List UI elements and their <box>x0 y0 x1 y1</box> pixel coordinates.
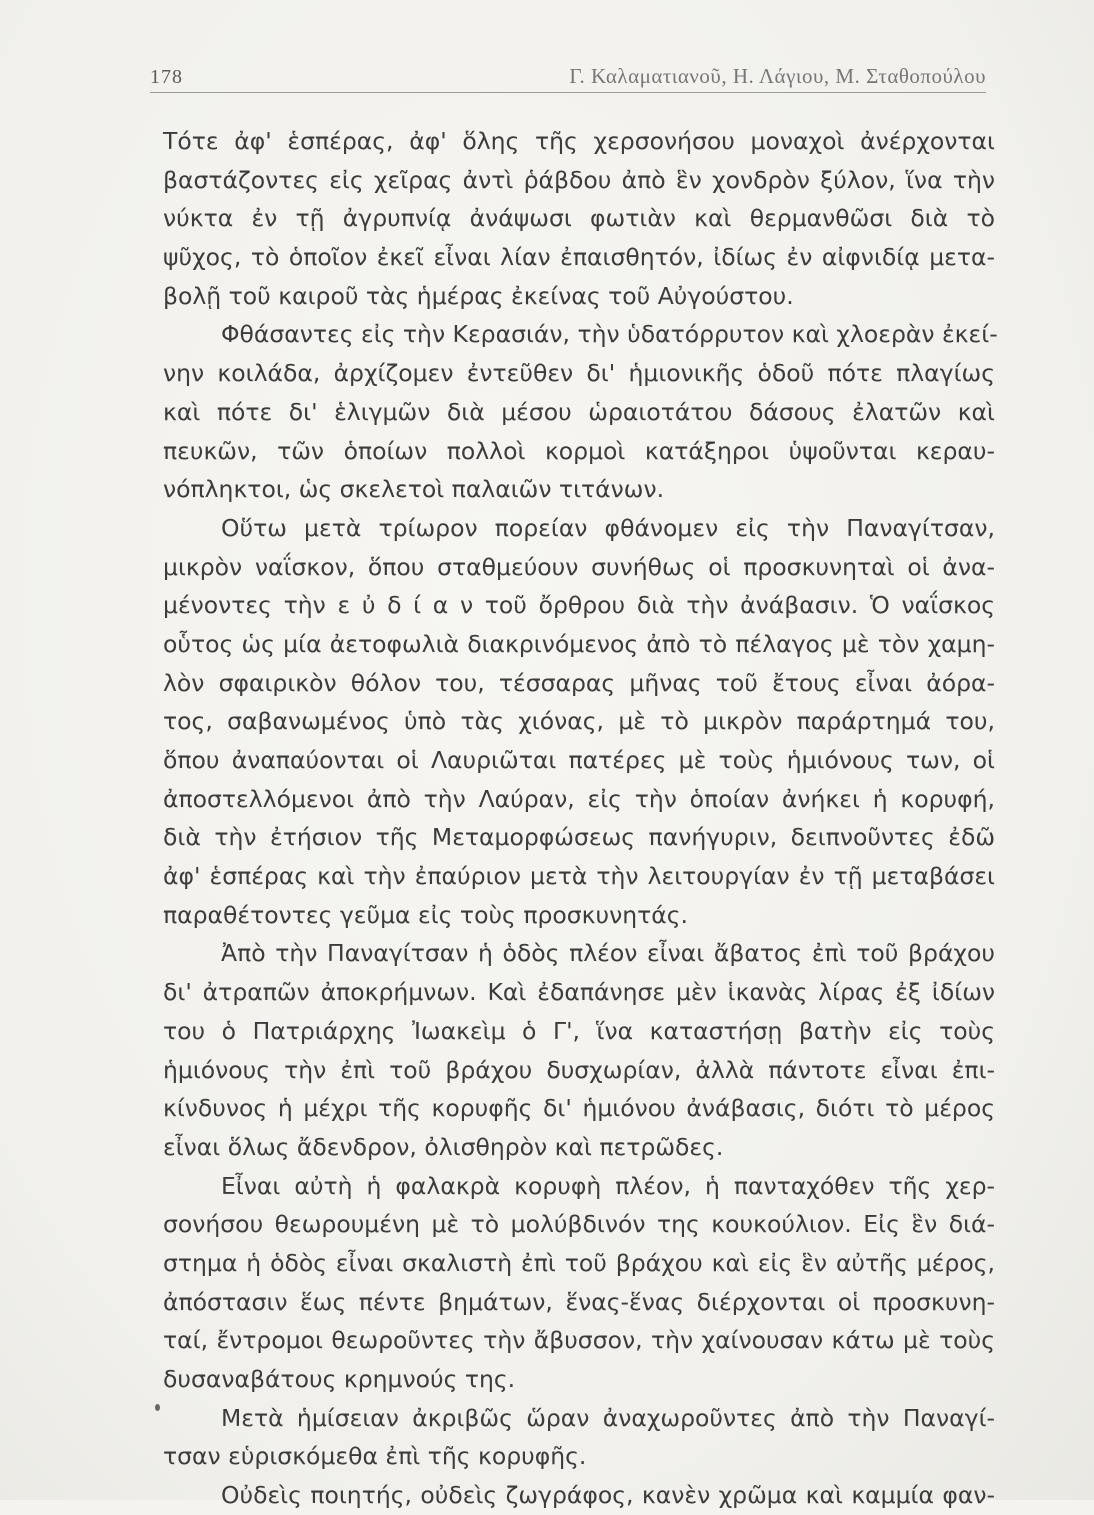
text-line <box>163 1360 995 1399</box>
text-line-content: νην κοιλάδα, ἀρχίζομεν ἐντεῦθεν δι' ἡμιονικῆς ὁδοῦ πότε πλαγίως <box>163 359 995 388</box>
text-line <box>163 1051 995 1090</box>
text-line <box>163 1167 995 1206</box>
text-line <box>163 586 995 625</box>
text-line <box>163 1437 995 1476</box>
text-line-content: οὗτος ὡς μία ἀετοφωλιὰ διακρινόμενος ἀπὸ τὸ πέλαγος μὲ τὸν χαμη- <box>163 629 995 658</box>
text-line-content: ἀπόστασιν ἕως πέντε βημάτων, ἕνας-ἕνας διέρχονται οἱ προσκυνη- <box>163 1287 995 1316</box>
text-line-content: ἀφ' ἑσπέρας καὶ τὴν ἐπαύριον μετὰ τὴν λειτουργίαν ἐν τῇ μεταβάσει <box>163 862 995 891</box>
text-line <box>163 702 995 741</box>
ink-speck <box>155 1404 160 1411</box>
text-line-content: τσαν εὑρισκόμεθα ἐπὶ τῆς κορυφῆς. <box>163 1442 587 1471</box>
text-line-content: βολῇ τοῦ καιροῦ τὰς ἡμέρας ἐκείνας τοῦ Αὐγούστου. <box>163 281 794 310</box>
text-line-content: του ὁ Πατριάρχης Ἰωακεὶμ ὁ Γ', ἵνα καταστήσῃ βατὴν εἰς τοὺς <box>163 1016 995 1045</box>
page-header <box>150 58 986 93</box>
text-line-content: νόπληκτοι, ὡς σκελετοὶ παλαιῶν τιτάνων. <box>163 475 665 504</box>
text-line <box>163 1012 995 1051</box>
text-line-content: βαστάζοντες εἰς χεῖρας ἀντὶ ῥάβδου ἀπὸ ἓν χονδρὸν ξύλον, ἵνα τὴν <box>163 165 995 194</box>
text-line-content: δυσαναβάτους κρημνούς της. <box>163 1365 516 1393</box>
text-line <box>163 818 995 857</box>
text-line <box>163 1089 995 1128</box>
text-line-content: διὰ τὴν ἐτήσιον τῆς Μεταμορφώσεως πανήγυριν, δειπνοῦντες ἐδῶ <box>163 823 995 852</box>
text-line-content: ταί, ἔντρομοι θεωροῦντες τὴν ἄβυσσον, τὴν χαίνουσαν κάτω μὲ τοὺς <box>163 1326 995 1355</box>
text-line-content: ἡμιόνους τὴν ἐπὶ τοῦ βράχου δυσχωρίαν, ἀλλὰ πάντοτε εἶναι ἐπι- <box>163 1055 995 1084</box>
text-line <box>163 1321 995 1360</box>
text-line <box>163 664 995 703</box>
text-line <box>163 238 995 277</box>
running-head: Γ. Καλαματιανοῦ, Η. Λάγιου, Μ. Σταθοπούλου <box>569 64 986 88</box>
text-line <box>163 896 995 935</box>
text-line-content: ὅπου ἀναπαύονται οἱ Λαυριῶται πατέρες μὲ τοὺς ἡμιόνους των, οἱ <box>163 746 995 774</box>
text-line <box>163 548 995 587</box>
text-line <box>163 393 995 432</box>
text-line <box>163 354 995 393</box>
text-line <box>163 470 995 509</box>
text-line-content: στημα ἡ ὁδὸς εἶναι σκαλιστὴ ἐπὶ τοῦ βράχου καὶ εἰς ἓν αὐτῆς μέρος, <box>163 1248 995 1277</box>
text-line-content: ἀποστελλόμενοι ἀπὸ τὴν Λαύραν, εἰς τὴν ὁποίαν ἀνήκει ἡ κορυφή, <box>163 784 995 813</box>
text-line <box>163 1128 995 1167</box>
text-line <box>163 1399 995 1438</box>
text-line <box>163 1476 995 1515</box>
text-line <box>163 1244 995 1283</box>
text-line-content: σονήσου θεωρουμένη μὲ τὸ μολύβδινόν της κουκούλιον. Εἰς ἓν διά- <box>163 1210 995 1239</box>
text-line <box>163 315 998 354</box>
text-line-content: κίνδυνος ἡ μέχρι τῆς κορυφῆς δι' ἡμιόνου ἀνάβασις, διότι τὸ μέρος <box>163 1094 995 1123</box>
text-line <box>163 973 995 1012</box>
text-line-content: παραθέτοντες γεῦμα εἰς τοὺς προσκυνητάς. <box>163 900 689 929</box>
text-line-content: λὸν σφαιρικὸν θόλον του, τέσσαρας μῆνας τοῦ ἔτους εἶναι ἀόρα- <box>163 668 995 697</box>
text-line <box>163 780 995 819</box>
text-line <box>163 934 995 973</box>
body-text <box>163 122 998 1515</box>
text-line-content: Φθάσαντες εἰς τὴν Κερασιάν, τὴν ὑδατόρρυτον καὶ χλοερὰν ἐκεί- <box>221 320 998 349</box>
text-line-content: νύκτα ἐν τῇ ἀγρυπνίᾳ ἀνάψωσι φωτιὰν καὶ θερμανθῶσι διὰ τὸ <box>163 204 995 233</box>
text-line <box>163 432 995 471</box>
text-line-content: τος, σαβανωμένος ὑπὸ τὰς χιόνας, μὲ τὸ μικρὸν παράρτημά του, <box>163 707 995 736</box>
text-line <box>163 199 995 238</box>
text-line-content: Ἀπὸ τὴν Παναγίτσαν ἡ ὁδὸς πλέον εἶναι ἄβατος ἐπὶ τοῦ βράχου <box>221 939 995 968</box>
text-line <box>163 122 995 161</box>
text-line-content: εἶναι ὅλως ἄδενδρον, ὀλισθηρὸν καὶ πετρῶδες. <box>163 1132 724 1161</box>
text-line-content: Οὐδεὶς ποιητής, οὐδεὶς ζωγράφος, κανὲν χρῶμα καὶ καμμία φαν- <box>221 1481 995 1510</box>
text-line <box>163 1205 995 1244</box>
text-line-content: μικρὸν ναΐσκον, ὅπου σταθμεύουν συνήθως οἱ προσκυνηταὶ οἱ ἀνα- <box>163 552 995 581</box>
text-line <box>163 625 995 664</box>
text-line-content: δι' ἀτραπῶν ἀποκρήμνων. Καὶ ἐδαπάνησε μὲν ἱκανὰς λίρας ἐξ ἰδίων <box>163 978 995 1007</box>
page-number: 178 <box>150 66 183 88</box>
text-line-content: πευκῶν, τῶν ὁποίων πολλοὶ κορμοὶ κατάξηροι ὑψοῦνται κεραυ- <box>163 436 995 465</box>
text-line-content: Τότε ἀφ' ἑσπέρας, ἀφ' ὅλης τῆς χερσονήσου μοναχοὶ ἀνέρχονται <box>163 127 995 155</box>
text-line <box>163 741 995 780</box>
text-line <box>163 857 995 896</box>
text-line-content: μένοντες τὴν ε ὐ δ ί α ν τοῦ ὄρθρου διὰ τὴν ἀνάβασιν. Ὁ ναΐσκος <box>163 591 995 620</box>
text-line <box>163 277 995 316</box>
text-line-content: Οὕτω μετὰ τρίωρον πορείαν φθάνομεν εἰς τὴν Παναγίτσαν, <box>221 513 995 542</box>
text-line <box>163 509 995 548</box>
text-line <box>163 1283 995 1322</box>
text-line-content: καὶ πότε δι' ἑλιγμῶν διὰ μέσου ὡραιοτάτου δάσους ἐλατῶν καὶ <box>163 397 995 426</box>
text-line-content: Μετὰ ἡμίσειαν ἀκριβῶς ὥραν ἀναχωροῦντες ἀπὸ τὴν Παναγί- <box>221 1403 995 1432</box>
text-line <box>163 161 995 200</box>
text-line-content: ψῦχος, τὸ ὁποῖον ἐκεῖ εἶναι λίαν ἐπαισθητόν, ἰδίως ἐν αἰφνιδίᾳ μετα- <box>163 243 995 272</box>
text-line-content: Εἶναι αὐτὴ ἡ φαλακρὰ κορυφὴ πλέον, ἡ πανταχόθεν τῆς χερ- <box>221 1171 995 1200</box>
